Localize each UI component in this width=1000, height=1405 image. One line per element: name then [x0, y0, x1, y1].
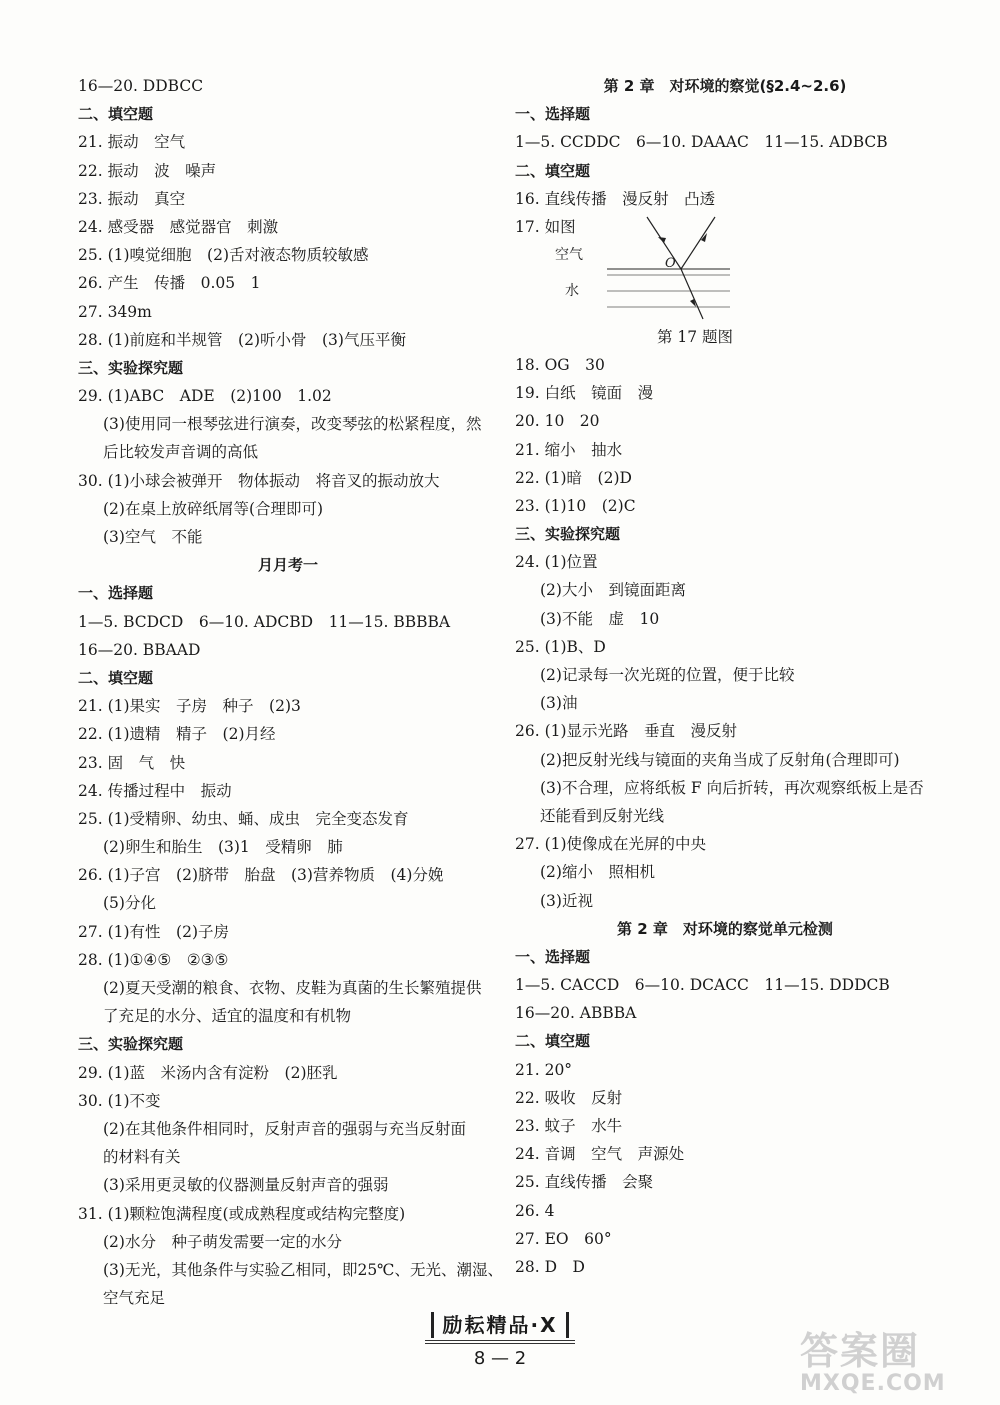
answer-line: (2)把反射光线与镜面的夹角当成了反射角(合理即可): [540, 750, 900, 769]
answer-line: 1—5. BCDCD 6—10. ADCBD 11—15. BBBBA: [78, 612, 451, 631]
answer-line: 1—5. CACCD 6—10. DCACC 11—15. DDDCB: [515, 976, 890, 995]
section-heading: 二、填空题: [78, 668, 154, 687]
answer-line: 后比较发声音调的高低: [103, 443, 259, 462]
answer-line: 16. 直线传播 漫反射 凸透: [515, 189, 716, 208]
section-heading: 二、填空题: [515, 161, 591, 180]
section-heading: 三、实验探究题: [78, 1035, 184, 1054]
answer-line: 16—20. ABBBA: [515, 1004, 637, 1023]
answer-line: 30. (1)不变: [78, 1091, 161, 1110]
watermark: [800, 1320, 946, 1396]
brand-logo: 励耘精品·X: [431, 1312, 568, 1338]
figure-label: 17. 如图: [515, 217, 576, 236]
right-column-bottom: [515, 351, 935, 1281]
answer-line: 空气充足: [103, 1289, 166, 1308]
answer-line: 22. 吸收 反射: [515, 1088, 623, 1107]
answer-line: 29. (1)蓝 米汤内含有淀粉 (2)胚乳: [78, 1063, 338, 1082]
answer-line: 23. 振动 真空: [78, 189, 186, 208]
answer-line: 18. OG 30: [515, 355, 605, 374]
answer-line: (2)缩小 照相机: [540, 863, 655, 882]
answer-line: 16—20. DDBCC: [78, 77, 204, 95]
air-label: 空气: [555, 246, 583, 263]
answer-line: 29. (1)ABC ADE (2)100 1.02: [78, 387, 332, 406]
section-heading: 三、实验探究题: [515, 525, 621, 544]
section-heading: 三、实验探究题: [78, 358, 184, 377]
section-heading: 二、填空题: [515, 1032, 591, 1051]
answer-line: 26. 4: [515, 1201, 555, 1220]
answer-line: 25. (1)受精卵、幼虫、蛹、成虫 完全变态发育: [78, 809, 409, 828]
section-heading: 二、填空题: [78, 105, 154, 124]
watermark-text: 答案圈: [800, 1329, 921, 1373]
refraction-diagram: [555, 215, 775, 321]
answer-line: 27. (1)使像成在光屏的中央: [515, 835, 707, 854]
answer-line: 26. (1)显示光路 垂直 漫反射: [515, 722, 738, 741]
answer-line: (2)大小 到镜面距离: [540, 581, 686, 600]
answer-line: 27. 349m: [78, 302, 152, 321]
arrow-icon: [658, 237, 666, 243]
answer-line: 30. (1)小球会被弹开 物体振动 将音叉的振动放大: [78, 471, 440, 490]
chapter-title: 第 2 章 对环境的察觉(§2.4~2.6): [603, 77, 847, 95]
answer-line: 19. 白纸 镜面 漫: [515, 384, 654, 403]
answer-line: 的材料有关: [103, 1148, 181, 1167]
reflected-ray: [681, 217, 715, 269]
answer-line: (3)使用同一根琴弦进行演奏，改变琴弦的松紧程度，然: [103, 415, 482, 434]
answer-line: 21. 缩小 抽水: [515, 440, 623, 459]
point-o-label: O: [665, 255, 676, 271]
answer-line: (2)卵生和胎生 (3)1 受精卵 肺: [103, 838, 343, 857]
answer-line: 25. (1)嗅觉细胞 (2)舌对液态物质较敏感: [78, 246, 369, 265]
water-label: 水: [565, 282, 579, 299]
answer-line: (2)夏天受潮的粮食、衣物、皮鞋为真菌的生长繁殖提供: [103, 979, 482, 997]
answer-line: 23. 蚊子 水牛: [515, 1117, 623, 1135]
answer-line: 28. D D: [515, 1257, 585, 1276]
right-column: [515, 72, 935, 1281]
answer-line: 22. (1)暗 (2)D: [515, 468, 632, 487]
answer-line: 24. 传播过程中 振动: [78, 781, 232, 800]
answer-line: (3)空气 不能: [103, 528, 203, 546]
answer-line: 28. (1)①④⑤ ②③⑤: [78, 950, 229, 969]
answer-line: 24. 音调 空气 声源处: [515, 1145, 685, 1164]
answer-line: 28. (1)前庭和半规管 (2)听小骨 (3)气压平衡: [78, 330, 406, 349]
answer-line: 21. (1)果实 子房 种子 (2)3: [78, 697, 301, 716]
section-heading: 一、选择题: [515, 947, 591, 966]
answer-line: 24. 感受器 感觉器官 刺激: [78, 217, 279, 236]
page-number: 8 — 2: [473, 1348, 527, 1369]
answer-line: 21. 20°: [515, 1060, 573, 1079]
answer-line: (5)分化: [103, 894, 156, 913]
watermark-url: MXQE.COM: [800, 1371, 946, 1396]
answer-line: 了充足的水分、适宜的温度和有机物: [103, 1007, 352, 1026]
figure-17: [515, 213, 935, 323]
left-column: [78, 72, 504, 1312]
chapter-title: 月月考一: [257, 556, 318, 575]
answer-line: 26. (1)子宫 (2)脐带 胎盘 (3)营养物质 (4)分娩: [78, 866, 444, 885]
answer-line: (3)近视: [540, 891, 593, 910]
answer-line: (3)不合理，应将纸板 F 向后折转，再次观察纸板上是否: [540, 778, 924, 797]
answer-line: 24. (1)位置: [515, 553, 598, 572]
answer-line: 还能看到反射光线: [540, 806, 665, 825]
section-heading: 一、选择题: [78, 584, 154, 603]
section-heading: 一、选择题: [515, 105, 591, 124]
brand-rule: [425, 1340, 575, 1344]
figure-caption: 第 17 题图: [656, 327, 734, 346]
answer-line: (3)油: [540, 694, 578, 713]
answer-line: 22. (1)遗精 精子 (2)月经: [78, 725, 276, 744]
answer-line: (2)在桌上放碎纸屑等(合理即可): [103, 499, 324, 518]
answer-line: 1—5. CCDDC 6—10. DAAAC 11—15. ADBCB: [515, 133, 888, 152]
answer-line: 27. EO 60°: [515, 1229, 612, 1248]
answer-line: (2)水分 种子萌发需要一定的水分: [103, 1232, 342, 1251]
answer-line: (3)不能 虚 10: [540, 609, 660, 628]
answer-line: 16—20. BBAAD: [78, 640, 201, 659]
answer-line: 31. (1)颗粒饱满程度(或成熟程度或结构完整度): [78, 1204, 406, 1223]
answer-line: 23. (1)10 (2)C: [515, 496, 636, 515]
answer-line: 23. 固 气 快: [78, 753, 186, 772]
answer-line: 27. (1)有性 (2)子房: [78, 922, 229, 941]
answer-line: (3)采用更灵敏的仪器测量反射声音的强弱: [103, 1176, 389, 1195]
answer-line: (2)在其他条件相同时，反射声音的强弱与充当反射面: [103, 1119, 466, 1138]
chapter-title: 第 2 章 对环境的察觉单元检测: [617, 919, 833, 938]
answer-line: 25. (1)B、D: [515, 637, 606, 656]
right-column-top: [515, 72, 935, 213]
answer-line: (2)记录每一次光斑的位置，便于比较: [540, 666, 795, 684]
answer-line: 22. 振动 波 噪声: [78, 161, 217, 180]
answer-line: 26. 产生 传播 0.05 1: [78, 274, 261, 293]
answer-line: (3)无光，其他条件与实验乙相同，即25℃、无光、潮湿、: [103, 1260, 504, 1279]
answer-line: 21. 振动 空气: [78, 133, 186, 152]
answer-line: 20. 10 20: [515, 412, 600, 431]
answer-line: 25. 直线传播 会聚: [515, 1173, 654, 1192]
refracted-ray: [681, 269, 703, 319]
